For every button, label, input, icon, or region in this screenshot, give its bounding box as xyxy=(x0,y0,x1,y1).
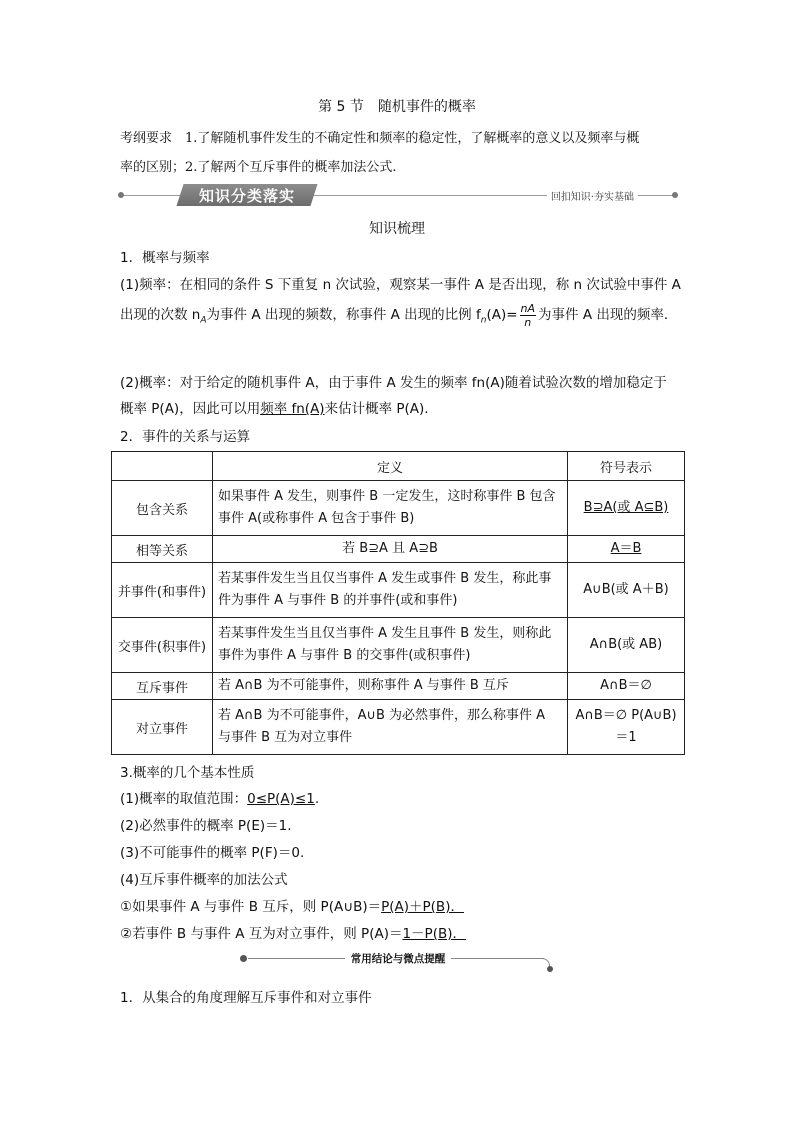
relation-name: 相等关系 xyxy=(112,536,213,563)
probability-line-1: (2)概率：对于给定的随机事件 A，由于事件 A 发生的频率 fn(A)随着试验次数的增加稳定于 xyxy=(120,375,667,391)
tips-title: 常用结论与微点提醒 xyxy=(240,951,556,966)
table-header-cell xyxy=(112,452,213,481)
property-line-5: ①如果事件 A 与事件 B 互斥，则 P(A∪B)＝P(A)＋P(B)． xyxy=(120,899,464,915)
relation-definition: 若 B⊇A 且 A⊇B xyxy=(213,536,568,563)
property-line-2: (2)必然事件的概率 P(E)＝1. xyxy=(120,818,292,834)
section-1-heading: 1．概率与频率 xyxy=(120,250,210,266)
section-banner xyxy=(118,184,678,206)
relation-symbol: A∪B(或 A＋B) xyxy=(568,563,685,618)
relation-symbol: A∩B＝∅ xyxy=(568,673,685,700)
sub-heading: 知识梳理 xyxy=(369,221,425,237)
event-relations-table xyxy=(111,451,685,755)
property-line-4: (4)互斥事件概率的加法公式 xyxy=(120,872,288,888)
relation-name: 对立事件 xyxy=(112,700,213,755)
frequency-line-2: 出现的次数 $n_A$为事件 A 出现的频数，称事件 A 出现的比例 $f_n(A)=$ $\frac{nA}{n}$ 为事件 A 出现的频率． xyxy=(120,301,678,329)
relation-symbol: A∩B(或 AB) xyxy=(568,618,685,673)
relation-definition: 若某事件发生当且仅当事件 A 发生或事件 B 发生，称此事件为事件 A 与事件 B 的并事件(或和事件) xyxy=(213,563,568,618)
table-row xyxy=(112,536,685,563)
relation-symbol: B⊇A(或 A⊆B) xyxy=(568,481,685,536)
relation-definition: 如果事件 A 发生，则事件 B 一定发生，这时称事件 B 包含事件 A(或称事件 A 包含于事件 B) xyxy=(213,481,568,536)
relation-definition: 若某事件发生当且仅当事件 A 发生且事件 B 发生，则称此事件为事件 A 与事件 B 的交事件(或积事件) xyxy=(213,618,568,673)
tips-dot-right xyxy=(547,966,553,972)
property-line-1: (1)概率的取值范围：0≤P(A)≤1. xyxy=(120,791,320,807)
relation-definition: 若 A∩B 为不可能事件，A∪B 为必然事件，那么称事件 A 与事件 B 互为对立事件 xyxy=(213,700,568,755)
relation-name: 包含关系 xyxy=(112,481,213,536)
table-row xyxy=(112,673,685,700)
relation-symbol: A＝B xyxy=(568,536,685,563)
page-title: 第 5 节 随机事件的概率 xyxy=(318,99,476,115)
table-header-cell: 符号表示 xyxy=(568,452,685,481)
relation-definition: 若 A∩B 为不可能事件，则称事件 A 与事件 B 互斥 xyxy=(213,673,568,700)
property-line-3: (3)不可能事件的概率 P(F)＝0. xyxy=(120,845,305,861)
table-row xyxy=(112,618,685,673)
relation-name: 并事件(和事件) xyxy=(112,563,213,618)
table-header-row xyxy=(112,452,685,481)
requirements-line-1: 考纲要求 1.了解随机事件发生的不确定性和频率的稳定性，了解概率的意义以及频率与概 xyxy=(120,131,640,146)
banner-dot-right xyxy=(672,192,678,198)
requirements-line-2: 率的区别；2.了解两个互斥事件的概率加法公式. xyxy=(120,160,397,175)
banner-dot-left xyxy=(118,192,124,198)
tips-divider xyxy=(240,948,556,970)
table-row xyxy=(112,481,685,536)
section-2-heading: 2．事件的关系与运算 xyxy=(120,429,251,445)
section-4-heading: 1．从集合的角度理解互斥事件和对立事件 xyxy=(120,990,372,1006)
frequency-fraction: $\frac{nA}{n}$ xyxy=(520,301,536,329)
relation-name: 互斥事件 xyxy=(112,673,213,700)
section-3-heading: 3.概率的几个基本性质 xyxy=(120,765,255,781)
property-line-6: ②若事件 B 与事件 A 互为对立事件，则 P(A)＝1－P(B)． xyxy=(120,926,466,942)
table-row xyxy=(112,563,685,618)
table-header-cell: 定义 xyxy=(213,452,568,481)
relation-symbol: A∩B＝∅ P(A∪B)＝1 xyxy=(568,700,685,755)
banner-badge-text: 知识分类落实 xyxy=(198,187,295,205)
banner-right-text: 回扣知识·夯实基础 xyxy=(547,188,638,203)
frequency-line-1: (1)频率：在相同的条件 S 下重复 n 次试验，观察某一事件 A 是否出现，称 n 次试验中事件 A xyxy=(120,277,681,293)
requirements-label: 考纲要求 xyxy=(120,131,173,146)
relation-name: 交事件(积事件) xyxy=(112,618,213,673)
table-row xyxy=(112,700,685,755)
probability-line-2: 概率 P(A)，因此可以用频率 fn(A)来估计概率 P(A). xyxy=(120,401,429,417)
syllabus-requirements xyxy=(120,124,680,182)
